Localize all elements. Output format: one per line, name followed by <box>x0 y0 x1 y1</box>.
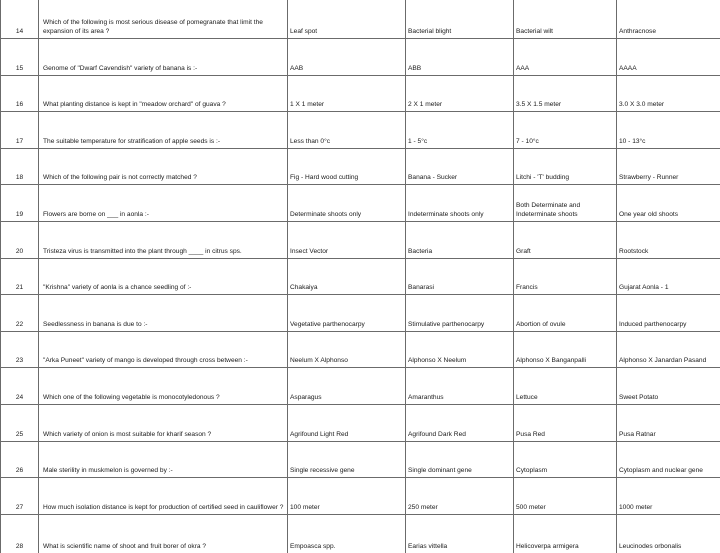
question-number-cell[interactable]: 21 <box>1 258 39 295</box>
option-d-cell[interactable]: Sweet Potato <box>617 368 720 405</box>
question-number-cell[interactable]: 24 <box>1 368 39 405</box>
option-a-cell[interactable]: Agrifound Light Red <box>288 404 406 441</box>
option-c-cell[interactable]: Cytoplasm <box>514 441 617 478</box>
question-number-cell[interactable]: 27 <box>1 478 39 515</box>
option-c-cell[interactable]: Francis <box>514 258 617 295</box>
option-a-cell[interactable]: AAB <box>288 39 406 76</box>
question-number-cell[interactable]: 26 <box>1 441 39 478</box>
table-row <box>1 0 720 39</box>
question-number-cell[interactable]: 17 <box>1 112 39 149</box>
table-row <box>1 368 720 405</box>
option-a-cell[interactable]: Determinate shoots only <box>288 185 406 222</box>
option-d-cell[interactable]: 10 - 13°c <box>617 112 720 149</box>
option-b-cell[interactable]: Stimulative parthenocarpy <box>406 295 514 332</box>
option-c-cell[interactable]: 7 - 10°c <box>514 112 617 149</box>
option-c-cell[interactable]: AAA <box>514 39 617 76</box>
option-b-cell[interactable]: Agrifound Dark Red <box>406 404 514 441</box>
option-c-cell[interactable]: Helicoverpa armigera <box>514 514 617 553</box>
table-row <box>1 404 720 441</box>
table-row <box>1 39 720 76</box>
question-text-cell[interactable]: Male sterility in muskmelon is governed by :- <box>39 441 288 478</box>
question-text-cell[interactable]: Which variety of onion is most suitable for kharif season ? <box>39 404 288 441</box>
option-b-cell[interactable]: Indeterminate shoots only <box>406 185 514 222</box>
question-text-cell[interactable]: Genome of "Dwarf Cavendish" variety of banana is :- <box>39 39 288 76</box>
option-c-cell[interactable]: 3.5 X 1.5 meter <box>514 75 617 112</box>
question-number-cell[interactable]: 23 <box>1 331 39 368</box>
option-b-cell[interactable]: Alphonso X Neelum <box>406 331 514 368</box>
question-number-cell[interactable]: 19 <box>1 185 39 222</box>
table-row <box>1 185 720 222</box>
option-c-cell[interactable]: 500 meter <box>514 478 617 515</box>
table-row <box>1 112 720 149</box>
option-b-cell[interactable]: Bacterial blight <box>406 0 514 39</box>
option-c-cell[interactable]: Litchi - 'T' budding <box>514 148 617 185</box>
question-text-cell[interactable]: Tristeza virus is transmitted into the plant through ____ in citrus sps. <box>39 221 288 258</box>
option-b-cell[interactable]: Single dominant gene <box>406 441 514 478</box>
table-row <box>1 221 720 258</box>
option-c-cell[interactable]: Bacterial wilt <box>514 0 617 39</box>
question-number-cell[interactable]: 22 <box>1 295 39 332</box>
question-text-cell[interactable]: Which of the following is most serious disease of pomegranate that limit the expansion of its area ? <box>39 0 288 39</box>
table-row <box>1 514 720 553</box>
option-a-cell[interactable]: Chakaiya <box>288 258 406 295</box>
question-number-cell[interactable]: 25 <box>1 404 39 441</box>
option-d-cell[interactable]: Strawberry - Runner <box>617 148 720 185</box>
option-c-cell[interactable]: Pusa Red <box>514 404 617 441</box>
option-d-cell[interactable]: Rootstock <box>617 221 720 258</box>
option-a-cell[interactable]: Single recessive gene <box>288 441 406 478</box>
table-row <box>1 478 720 515</box>
option-d-cell[interactable]: 3.0 X 3.0 meter <box>617 75 720 112</box>
option-d-cell[interactable]: Alphonso X Janardan Pasand <box>617 331 720 368</box>
question-number-cell[interactable]: 14 <box>1 0 39 39</box>
table-row <box>1 75 720 112</box>
option-a-cell[interactable]: Less than 0°c <box>288 112 406 149</box>
question-number-cell[interactable]: 16 <box>1 75 39 112</box>
question-text-cell[interactable]: Flowers are borne on ___ in aonla :- <box>39 185 288 222</box>
question-text-cell[interactable]: The suitable temperature for stratification of apple seeds is :- <box>39 112 288 149</box>
option-b-cell[interactable]: 1 - 5°c <box>406 112 514 149</box>
option-d-cell[interactable]: Cytoplasm and nuclear gene <box>617 441 720 478</box>
option-b-cell[interactable]: Bacteria <box>406 221 514 258</box>
table-row <box>1 331 720 368</box>
option-a-cell[interactable]: Vegetative parthenocarpy <box>288 295 406 332</box>
option-d-cell[interactable]: Gujarat Aonla - 1 <box>617 258 720 295</box>
option-a-cell[interactable]: 1 X 1 meter <box>288 75 406 112</box>
question-number-cell[interactable]: 20 <box>1 221 39 258</box>
question-text-cell[interactable]: Seedlessness in banana is due to :- <box>39 295 288 332</box>
option-a-cell[interactable]: 100 meter <box>288 478 406 515</box>
table-row <box>1 148 720 185</box>
option-d-cell[interactable]: Leucinodes orbonalis <box>617 514 720 553</box>
option-d-cell[interactable]: Anthracnose <box>617 0 720 39</box>
option-d-cell[interactable]: Induced parthenocarpy <box>617 295 720 332</box>
option-d-cell[interactable]: One year old shoots <box>617 185 720 222</box>
question-text-cell[interactable]: "Arka Puneet" variety of mango is developed through cross between :- <box>39 331 288 368</box>
option-d-cell[interactable]: Pusa Ratnar <box>617 404 720 441</box>
question-text-cell[interactable]: "Krishna" variety of aonla is a chance seedling of :- <box>39 258 288 295</box>
option-b-cell[interactable]: Amaranthus <box>406 368 514 405</box>
question-text-cell[interactable]: Which of the following pair is not correctly matched ? <box>39 148 288 185</box>
question-text-cell[interactable]: What is scientific name of shoot and fruit borer of okra ? <box>39 514 288 553</box>
table-row <box>1 295 720 332</box>
option-b-cell[interactable]: Banarasi <box>406 258 514 295</box>
table-row <box>1 441 720 478</box>
option-b-cell[interactable]: Earias vittella <box>406 514 514 553</box>
option-a-cell[interactable]: Asparagus <box>288 368 406 405</box>
option-a-cell[interactable]: Leaf spot <box>288 0 406 39</box>
option-a-cell[interactable]: Insect Vector <box>288 221 406 258</box>
table-row <box>1 258 720 295</box>
option-b-cell[interactable]: Banana - Sucker <box>406 148 514 185</box>
option-c-cell[interactable]: Abortion of ovule <box>514 295 617 332</box>
question-number-cell[interactable]: 15 <box>1 39 39 76</box>
option-b-cell[interactable]: ABB <box>406 39 514 76</box>
option-a-cell[interactable]: Empoasca spp. <box>288 514 406 553</box>
option-a-cell[interactable]: Fig - Hard wood cutting <box>288 148 406 185</box>
option-c-cell[interactable]: Lettuce <box>514 368 617 405</box>
option-d-cell[interactable]: AAAA <box>617 39 720 76</box>
question-text-cell[interactable]: What planting distance is kept in "meadow orchard" of guava ? <box>39 75 288 112</box>
question-number-cell[interactable]: 18 <box>1 148 39 185</box>
question-text-cell[interactable]: How much isolation distance is kept for production of certified seed in cauliflower ? <box>39 478 288 515</box>
question-number-cell[interactable]: 28 <box>1 514 39 553</box>
question-text-cell[interactable]: Which one of the following vegetable is monocotyledonous ? <box>39 368 288 405</box>
option-c-cell[interactable]: Alphonso X Banganpalli <box>514 331 617 368</box>
option-a-cell[interactable]: Neelum X Alphonso <box>288 331 406 368</box>
option-c-cell[interactable]: Both Determinate and Indeterminate shoots <box>514 185 617 222</box>
option-b-cell[interactable]: 2 X 1 meter <box>406 75 514 112</box>
option-d-cell[interactable]: 1000 meter <box>617 478 720 515</box>
option-c-cell[interactable]: Graft <box>514 221 617 258</box>
option-b-cell[interactable]: 250 meter <box>406 478 514 515</box>
